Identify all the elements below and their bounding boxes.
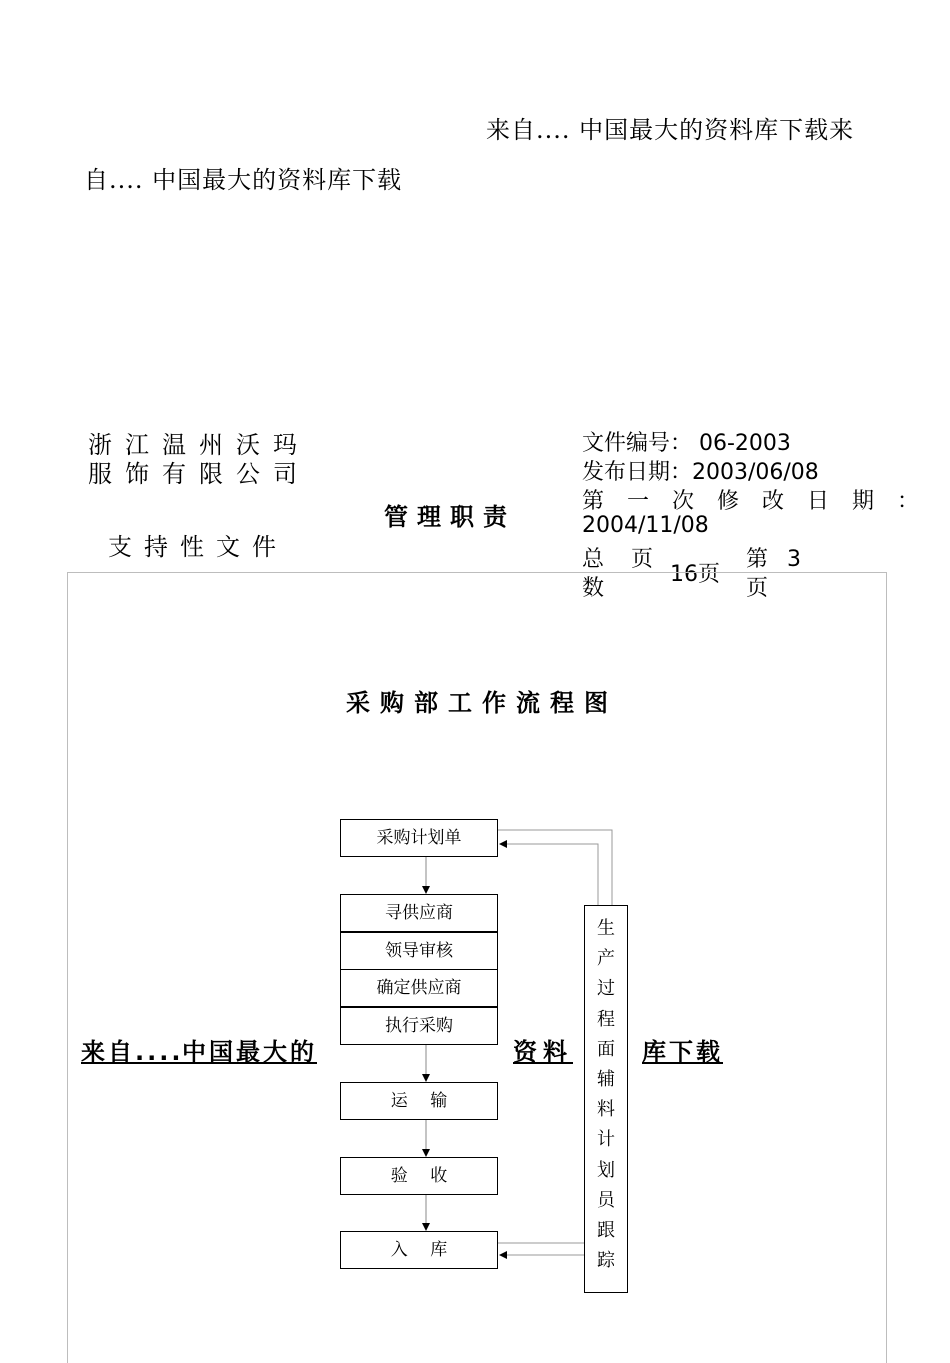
side-char: 员 xyxy=(597,1189,615,1211)
step-find-supplier: 寻供应商 xyxy=(340,894,498,932)
revision-date-label: 第一次修改日期： xyxy=(582,489,943,514)
side-char: 生 xyxy=(597,918,615,939)
footer-watermark-part4: 库下载 xyxy=(642,1038,723,1066)
footer-watermark-part2: 中国最大的 xyxy=(182,1038,317,1066)
header-watermark-line2: 自.... 中国最大的资料库下载 xyxy=(84,166,403,194)
header-watermark-line1: 来自.... 中国最大的资料库下载来 xyxy=(486,116,855,144)
step-leader-review: 领导审核 xyxy=(340,932,498,970)
revision-date: 2004/11/08 xyxy=(582,513,709,538)
flowchart-title: 采购部工作流程图 xyxy=(346,689,618,717)
total-pages-label-cont: 数 xyxy=(582,576,605,601)
footer-watermark-part3: 资料 xyxy=(513,1038,573,1066)
total-pages-label: 总 页 xyxy=(582,547,663,572)
step-purchase-plan: 采购计划单 xyxy=(340,819,498,857)
step-transport: 运 输 xyxy=(340,1082,498,1120)
footer-watermark-part1: 来自.... xyxy=(81,1038,184,1066)
release-date: 发布日期：2003/06/08 xyxy=(582,460,819,485)
total-pages-value: 16页 xyxy=(670,562,720,587)
step-execute-purchase: 执行采购 xyxy=(340,1007,498,1045)
side-char: 程 xyxy=(597,1008,615,1030)
company-name-line2: 服饰有限公司 xyxy=(88,460,310,488)
side-char: 过 xyxy=(597,978,615,1000)
document-type: 支持性文件 xyxy=(108,533,288,561)
side-char: 料 xyxy=(597,1099,615,1121)
step-confirm-supplier: 确定供应商 xyxy=(340,969,498,1007)
step-inspection: 验 收 xyxy=(340,1157,498,1195)
document-number: 文件编号： 06-2003 xyxy=(582,431,791,456)
arrow-side-to-plan xyxy=(500,844,598,905)
side-char: 产 xyxy=(597,948,615,970)
side-tracking-box xyxy=(584,905,628,1293)
side-char: 踪 xyxy=(597,1250,615,1272)
page-number-label-cont: 页 xyxy=(746,576,769,601)
side-char: 划 xyxy=(597,1159,615,1181)
side-char: 辅 xyxy=(597,1069,615,1091)
side-char: 跟 xyxy=(597,1220,615,1242)
arrow-storage-to-side xyxy=(498,1181,598,1243)
document-title: 管理职责 xyxy=(384,503,516,531)
page-number-label: 第 3 xyxy=(746,547,807,572)
company-name-line1: 浙江温州沃玛 xyxy=(88,431,310,459)
step-warehousing: 入 库 xyxy=(340,1231,498,1269)
side-char: 面 xyxy=(597,1038,615,1060)
side-char: 计 xyxy=(597,1129,615,1151)
